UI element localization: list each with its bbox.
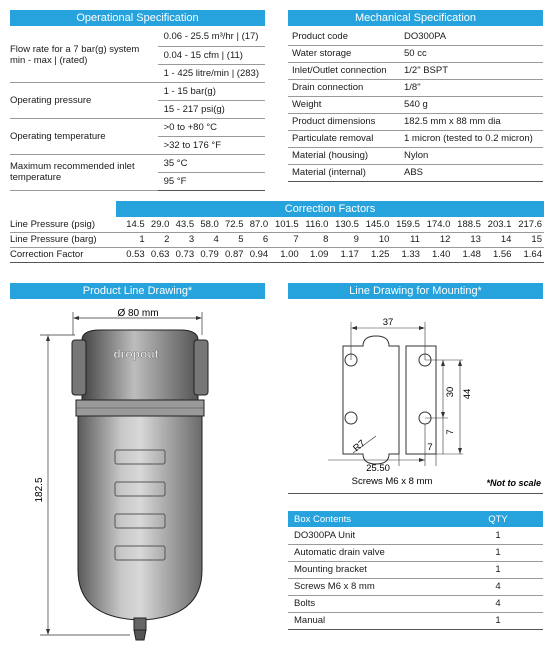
box-item: Bolts: [288, 595, 453, 612]
operational-spec-table: [10, 28, 265, 191]
diameter-label: Ø 80 mm: [117, 308, 159, 319]
correction-cell: 11: [391, 232, 422, 247]
mechanical-row-value: 1/8": [398, 79, 543, 96]
correction-factors-header: Correction Factors: [116, 201, 544, 217]
mechanical-row: [288, 96, 543, 113]
product-line-drawing: [10, 300, 265, 655]
mechanical-row: [288, 164, 543, 181]
inlet-temperature-value: 35 °C: [158, 154, 265, 172]
correction-cell: 9: [330, 232, 361, 247]
correction-cell: 1.25: [361, 247, 392, 262]
correction-cell: 8: [301, 232, 331, 247]
correction-cell: 1.17: [330, 247, 361, 262]
box-contents-row: [288, 578, 543, 595]
box-qty: 4: [453, 578, 543, 595]
correction-cell: 101.5: [270, 217, 301, 232]
correction-cell: 4: [196, 232, 221, 247]
correction-cell: 72.5: [221, 217, 246, 232]
mechanical-row: [288, 147, 543, 164]
flow-rate-label: Flow rate for a 7 bar(g) system min - max | (rated): [10, 28, 158, 82]
mechanical-row-label: Inlet/Outlet connection: [288, 62, 398, 79]
box-contents-row: [288, 527, 543, 544]
correction-cell: 116.0: [301, 217, 331, 232]
flow-rate-value: 1 - 425 litre/min | (283): [158, 64, 265, 82]
box-contents-row: [288, 612, 543, 629]
box-contents-row: [288, 561, 543, 578]
mechanical-row-label: Particulate removal: [288, 130, 398, 147]
correction-cell: 0.73: [171, 247, 196, 262]
mechanical-row: [288, 45, 543, 62]
mechanical-spec-table: [288, 28, 543, 182]
correction-cell: 29.0: [147, 217, 172, 232]
correction-cell: 203.1: [483, 217, 514, 232]
product-drawing-header: Product Line Drawing*: [10, 283, 265, 299]
height-label: 182.5: [34, 477, 45, 503]
correction-cell: 145.0: [361, 217, 392, 232]
box-qty: 4: [453, 595, 543, 612]
mounting-line-drawing: [288, 300, 543, 492]
dim-r7: R7: [351, 437, 368, 455]
box-item: Screws M6 x 8 mm: [288, 578, 453, 595]
mechanical-row-value: DO300PA: [398, 28, 543, 45]
correction-cell: 174.0: [422, 217, 453, 232]
flow-rate-value: 0.06 - 25.5 m³/hr | (17): [158, 28, 265, 46]
correction-cell: 14: [483, 232, 514, 247]
correction-cell: 6: [246, 232, 271, 247]
box-item: Mounting bracket: [288, 561, 453, 578]
correction-cell: 43.5: [171, 217, 196, 232]
mechanical-row: [288, 79, 543, 96]
inlet-temperature-value: 95 °F: [158, 172, 265, 190]
mechanical-row-value: 1 micron (tested to 0.2 micron): [398, 130, 543, 147]
mechanical-row: [288, 113, 543, 130]
mechanical-row-label: Material (housing): [288, 147, 398, 164]
flow-rate-value: 0.04 - 15 cfm | (11): [158, 46, 265, 64]
correction-cell: 13: [452, 232, 483, 247]
box-contents-row: [288, 595, 543, 612]
mechanical-row-label: Product code: [288, 28, 398, 45]
correction-cell: 12: [422, 232, 453, 247]
correction-cell: 1: [122, 232, 147, 247]
mechanical-row-label: Water storage: [288, 45, 398, 62]
mechanical-row-value: 182.5 mm x 88 mm dia: [398, 113, 543, 130]
mechanical-row-label: Material (internal): [288, 164, 398, 181]
box-qty: 1: [453, 612, 543, 629]
mounting-divider: [288, 493, 543, 494]
correction-cell: 14.5: [122, 217, 147, 232]
operating-temperature-value: >0 to +80 °C: [158, 118, 265, 136]
screws-label: Screws M6 x 8 mm: [351, 476, 433, 487]
correction-cell: 159.5: [391, 217, 422, 232]
correction-cell: 0.79: [196, 247, 221, 262]
not-to-scale-note: *Not to scale: [486, 478, 541, 488]
correction-cell: 130.5: [330, 217, 361, 232]
correction-row-factor: [10, 247, 544, 262]
dim-7-horizontal: 7: [427, 442, 433, 453]
mechanical-row-value: 540 g: [398, 96, 543, 113]
mechanical-row-value: 50 cc: [398, 45, 543, 62]
box-qty: 1: [453, 527, 543, 544]
box-contents-table: [288, 511, 543, 630]
mechanical-spec-header: Mechanical Specification: [288, 10, 543, 26]
correction-cell: 0.63: [147, 247, 172, 262]
correction-cell: 5: [221, 232, 246, 247]
mechanical-row-label: Drain connection: [288, 79, 398, 96]
correction-cell: 1.64: [513, 247, 544, 262]
correction-cell: 188.5: [452, 217, 483, 232]
operating-pressure-value: 1 - 15 bar(g): [158, 82, 265, 100]
box-qty: 1: [453, 561, 543, 578]
correction-row-label: Correction Factor: [10, 247, 122, 262]
box-contents-row: [288, 544, 543, 561]
correction-cell: 1.09: [301, 247, 331, 262]
operational-spec-header: Operational Specification: [10, 10, 265, 26]
mechanical-row-label: Weight: [288, 96, 398, 113]
correction-cell: 2: [147, 232, 172, 247]
brand-logo: dropout: [113, 347, 159, 361]
mechanical-row-value: Nylon: [398, 147, 543, 164]
correction-row-label: Line Pressure (psig): [10, 217, 122, 232]
box-item: DO300PA Unit: [288, 527, 453, 544]
mechanical-row-value: 1/2" BSPT: [398, 62, 543, 79]
correction-row-barg: [10, 232, 544, 247]
correction-cell: 0.87: [221, 247, 246, 262]
correction-cell: 0.94: [246, 247, 271, 262]
correction-row-label: Line Pressure (barg): [10, 232, 122, 247]
mechanical-row: [288, 28, 543, 45]
operating-temperature-label: Operating temperature: [10, 118, 158, 154]
box-item: Automatic drain valve: [288, 544, 453, 561]
inlet-temperature-label: Maximum recommended inlet temperature: [10, 154, 158, 190]
correction-cell: 1.00: [270, 247, 301, 262]
correction-cell: 1.48: [452, 247, 483, 262]
box-qty: 1: [453, 544, 543, 561]
operating-pressure-value: 15 - 217 psi(g): [158, 100, 265, 118]
mechanical-row-value: ABS: [398, 164, 543, 181]
mechanical-row: [288, 62, 543, 79]
mounting-drawing-header: Line Drawing for Mounting*: [288, 283, 543, 299]
dim-37: 37: [382, 317, 394, 328]
correction-cell: 1.40: [422, 247, 453, 262]
correction-cell: 7: [270, 232, 301, 247]
correction-cell: 217.6: [513, 217, 544, 232]
box-item: Manual: [288, 612, 453, 629]
dim-7-vertical: 7: [445, 429, 456, 435]
qty-header: QTY: [453, 511, 543, 527]
correction-cell: 1.33: [391, 247, 422, 262]
correction-cell: 87.0: [246, 217, 271, 232]
correction-cell: 58.0: [196, 217, 221, 232]
dim-44: 44: [462, 388, 473, 400]
mechanical-row-label: Product dimensions: [288, 113, 398, 130]
correction-row-psig: [10, 217, 544, 232]
correction-factors-table: [10, 217, 544, 263]
operating-pressure-label: Operating pressure: [10, 82, 158, 118]
correction-cell: 0.53: [122, 247, 147, 262]
dim-30: 30: [445, 386, 456, 398]
mechanical-row: [288, 130, 543, 147]
correction-cell: 1.56: [483, 247, 514, 262]
dim-25-50: 25.50: [366, 463, 390, 474]
operating-temperature-value: >32 to 176 °F: [158, 136, 265, 154]
correction-cell: 15: [513, 232, 544, 247]
correction-cell: 3: [171, 232, 196, 247]
correction-cell: 10: [361, 232, 392, 247]
box-contents-header: Box Contents: [288, 511, 453, 527]
